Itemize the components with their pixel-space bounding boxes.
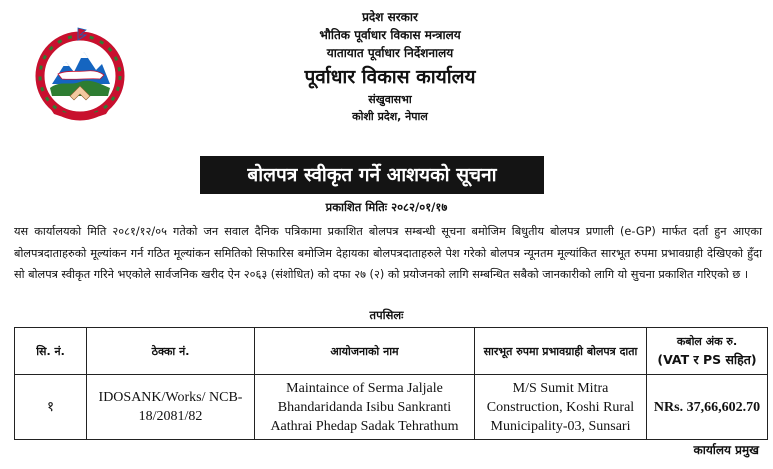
nepal-government-emblem-icon xyxy=(30,22,130,122)
details-heading: तपसिलः xyxy=(369,308,404,322)
header-amount xyxy=(647,328,768,375)
header-contract-no: ठेक्का नं. xyxy=(87,328,255,375)
header-sn: सि. नं. xyxy=(15,328,87,375)
letterhead xyxy=(180,8,600,125)
row-sn: १ xyxy=(15,375,87,440)
publication-date-label: प्रकाशित मितिः xyxy=(325,200,388,214)
header-amount-label: कबोल अंक रु. xyxy=(676,335,738,348)
header-project-name: आयोजनाको नाम xyxy=(255,328,475,375)
office-name: पूर्वाधार विकास कार्यालय xyxy=(304,66,476,88)
directorate-name: यातायात पूर्वाधार निर्देशनालय xyxy=(326,46,454,60)
government-name: प्रदेश सरकार xyxy=(362,10,418,24)
row-amount: NRs. 37,66,602.70 xyxy=(647,375,768,440)
header-amount-note: (VAT र PS सहित) xyxy=(657,352,757,367)
row-bidder: M/S Sumit Mitra Construction, Koshi Rural Municipality-03, Sunsari xyxy=(475,375,647,440)
notice-title: बोलपत्र स्वीकृत गर्ने आशयको सूचना xyxy=(200,156,544,194)
row-contract-no: IDOSANK/Works/ NCB-18/2081/82 xyxy=(87,375,255,440)
ministry-name: भौतिक पूर्वाधार विकास मन्त्रालय xyxy=(319,28,461,42)
notice-body: यस कार्यालयको मिति २०८१/१२/०५ गतेको जन सवाल दैनिक पत्रिकामा प्रकाशित बोलपत्र सम्बन्धी सूचना बमोजिम बिधुतीय बोलपत्र प्रणाली (e-GP) मार्फत दर्ता हुन आएका बोलपत्रदाताहरुको मूल्यांकन गर्न गठित मूल्यांकन समितिको सिफारिस बमोजिम देहायका बोलपत्रदाताहरुले पेश गरेको बोलपत्र न्यूनतम मूल्यांकित सारभूत रुपमा प्रभावग्राही देखिएको हुँदा सो बोलपत्र स्वीकृत गरिने भएकोले सार्वजनिक खरीद ऐन २०६३ (संशोधित) को दफा २७ (२) को प्रयोजनको लागि सम्बन्धित सबैको जानकारीको लागि यो सुचना प्रकाशित गरिएको छ । xyxy=(14,225,762,281)
bid-table xyxy=(14,327,768,440)
province-name: कोशी प्रदेश, नेपाल xyxy=(352,110,428,123)
publication-date-value: २०८२/०१/१७ xyxy=(391,200,448,214)
table-header-row xyxy=(15,328,768,375)
header-bidder: सारभूत रुपमा प्रभावग्राही बोलपत्र दाता xyxy=(475,328,647,375)
row-project-name: Maintaince of Serma Jaljale Bhandaridanda Isibu Sankranti Aathrai Phedap Sadak Tehrathum xyxy=(255,375,475,440)
publication-date xyxy=(0,200,773,215)
office-location: संखुवासभा xyxy=(368,93,412,106)
signatory-title: कार्यालय प्रमुख xyxy=(693,443,759,457)
table-row xyxy=(15,375,768,440)
